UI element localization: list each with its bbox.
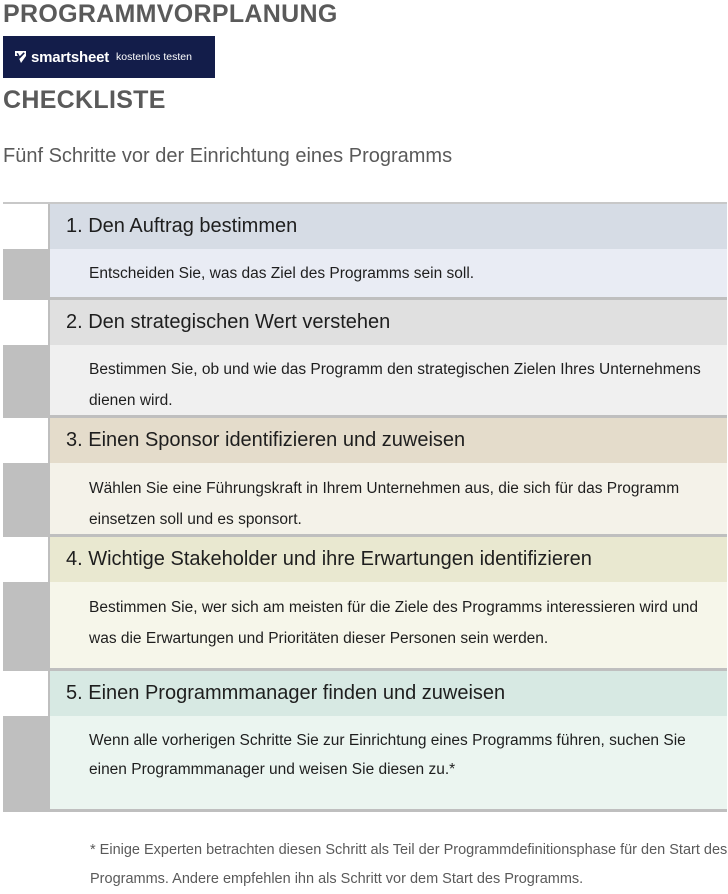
- brand-name: smartsheet: [31, 48, 110, 66]
- step-2-description: Bestimmen Sie, ob und wie das Programm den strategischen Zielen Ihres Unternehmens dienen wird.: [50, 345, 727, 415]
- step-1-checkbox[interactable]: [3, 204, 48, 249]
- step-3-description: Wählen Sie eine Führungskraft in Ihrem Unternehmen aus, die sich für das Programm einsetzen soll und es sponsort.: [50, 463, 727, 534]
- checkbox-column: [3, 537, 50, 668]
- checklist-step-2: [3, 300, 727, 415]
- step-body: [50, 671, 727, 809]
- smartsheet-logo-icon: [14, 50, 27, 64]
- trial-cta-label: kostenlos testen: [116, 51, 192, 63]
- page-title: PROGRAMMVORPLANUNG: [3, 0, 338, 28]
- checkbox-column: [3, 418, 50, 534]
- step-2-title: 2. Den strategischen Wert verstehen: [50, 300, 727, 345]
- checklist-title: CHECKLISTE: [3, 86, 166, 114]
- checklist-table: [3, 202, 727, 812]
- step-4-checkbox[interactable]: [3, 537, 48, 582]
- step-4-description: Bestimmen Sie, wer sich am meisten für die Ziele des Programms interessieren wird und was die Erwartungen und Prioritäten dieser Personen sein werden.: [50, 582, 727, 668]
- step-3-checkbox[interactable]: [3, 418, 48, 463]
- checklist-step-1: [3, 204, 727, 297]
- checkbox-column: [3, 300, 50, 415]
- step-5-title: 5. Einen Programmmanager finden und zuweisen: [50, 671, 727, 716]
- step-1-title: 1. Den Auftrag bestimmen: [50, 204, 727, 249]
- step-body: [50, 418, 727, 534]
- checklist-subheading: Fünf Schritte vor der Einrichtung eines Programms: [3, 145, 453, 167]
- checklist-step-4: [3, 537, 727, 668]
- step-4-title: 4. Wichtige Stakeholder und ihre Erwartungen identifizieren: [50, 537, 727, 582]
- step-1-description: Entscheiden Sie, was das Ziel des Programms sein soll.: [50, 249, 727, 297]
- step-2-checkbox[interactable]: [3, 300, 48, 345]
- checklist-step-5: [3, 671, 727, 809]
- checkbox-column: [3, 204, 50, 297]
- step-body: [50, 204, 727, 297]
- checklist-step-3: [3, 418, 727, 534]
- smartsheet-trial-link[interactable]: [3, 36, 215, 78]
- footnote: * Einige Experten betrachten diesen Schritt als Teil der Programmdefinitionsphase für den Start des Programms. Andere empfehlen ihn als Schritt vor dem Start des Programms.: [90, 842, 728, 887]
- step-5-checkbox[interactable]: [3, 671, 48, 716]
- step-body: [50, 537, 727, 668]
- step-5-description: Wenn alle vorherigen Schritte Sie zur Einrichtung eines Programms führen, suchen Sie einen Programmmanager und weisen Sie diesen zu.*: [50, 716, 727, 809]
- checkbox-column: [3, 671, 50, 809]
- step-body: [50, 300, 727, 415]
- step-3-title: 3. Einen Sponsor identifizieren und zuweisen: [50, 418, 727, 463]
